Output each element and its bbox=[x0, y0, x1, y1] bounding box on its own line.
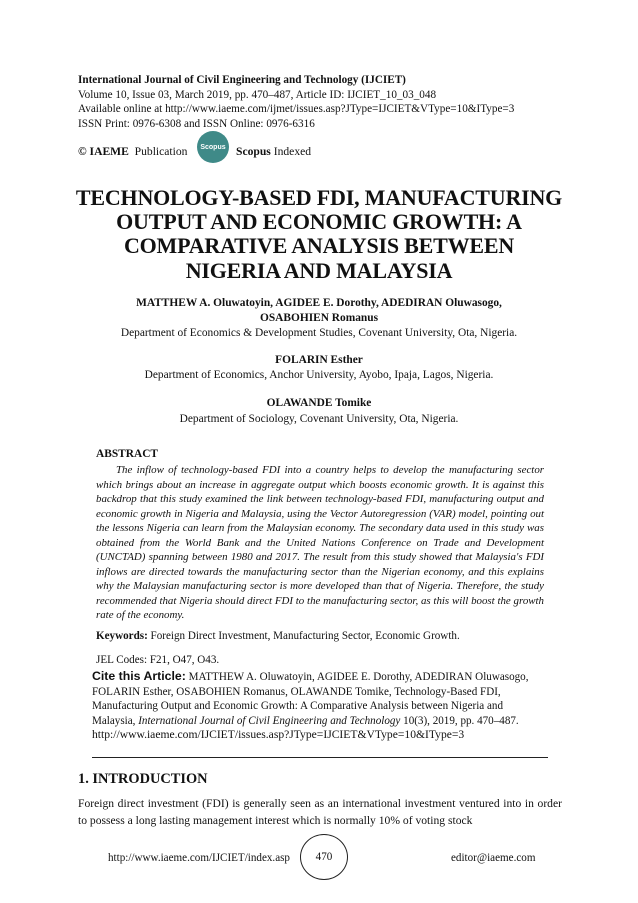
keywords-label: Keywords: bbox=[96, 630, 148, 642]
affiliation-2: Department of Economics, Anchor University, Ayobo, Ipaja, Lagos, Nigeria. bbox=[144, 369, 494, 381]
cite-label: Cite this Article: bbox=[92, 669, 186, 683]
footer-url-link[interactable]: http://www.iaeme.com/IJCIET/index.asp bbox=[108, 852, 290, 864]
jel-codes: JEL Codes: F21, O47, O43. bbox=[96, 654, 220, 666]
title-line: COMPARATIVE ANALYSIS BETWEEN bbox=[123, 233, 515, 259]
scopus-logo-icon: Scopus bbox=[197, 131, 229, 163]
citation-block bbox=[92, 669, 548, 743]
affiliation-3: Department of Sociology, Covenant University, Ota, Nigeria. bbox=[179, 413, 459, 425]
title-line: OUTPUT AND ECONOMIC GROWTH: A bbox=[116, 209, 522, 235]
intro-paragraph: Foreign direct investment (FDI) is generally seen as an international investment ventured into in order to possess a long lasting management interest which is normally 10% of voting stock bbox=[78, 797, 562, 827]
abstract-text: The inflow of technology-based FDI into a country helps to develop the manufacturing sector which brings about an increase in aggregate output which boosts economic growth. It is against this backdrop that this study examined the link between technology-based FDI, manufacturing output and economic growth in Nigeria and Malaysia, using the Vector Autoregression (VAR) model, pointing out the lessons Nigeria can learn from the Malaysian economy. The secondary data used in this study was obtained from the World Bank and the United Nations Conference on Trade and Development (UNCTAD) spanning between 1980 and 2017. The result from this study showed that Malaysia's FDI inflows are directed towards the manufacturing sector than the Nigerian economy, and this explains why the Malaysian manufacturing sector is more developed than that of Nigeria. Therefore, the study recommended that Nigeria should direct FDI to the manufacturing sector, as this will boost the growth rate of the economy. bbox=[96, 464, 544, 621]
cite-text: MATTHEW A. Oluwatoyin, AGIDEE E. Dorothy, ADEDIRAN Oluwasogo, FOLARIN Esther, OSABOHIEN Romanus, OLAWANDE Tomike, Technology-Based FDI, Manufacturing Output and Economic Growth: A Comparative Analysis between Nigeria and Malaysia, bbox=[92, 671, 529, 727]
keywords bbox=[96, 630, 544, 642]
title-line: NIGERIA AND MALAYSIA bbox=[185, 257, 453, 283]
paper-title bbox=[60, 186, 578, 283]
author-folarin: FOLARIN Esther bbox=[275, 354, 363, 366]
title-line: TECHNOLOGY-BASED FDI, MANUFACTURING bbox=[75, 185, 563, 210]
scopus-word: Scopus bbox=[236, 145, 271, 158]
cite-volume: 10(3), 2019, pp. 470–487. bbox=[403, 714, 519, 727]
publication-word: Publication bbox=[134, 145, 188, 158]
scopus-indexed bbox=[236, 145, 311, 158]
footer-email-link[interactable]: editor@iaeme.com bbox=[451, 852, 536, 864]
indexed-word: Indexed bbox=[273, 145, 312, 158]
page-number: 470 bbox=[300, 834, 348, 880]
affiliation-1: Department of Economics & Development Studies, Covenant University, Ota, Nigeria. bbox=[120, 327, 518, 339]
authors-line: OSABOHIEN Romanus bbox=[259, 312, 379, 324]
author-olawande: OLAWANDE Tomike bbox=[266, 397, 372, 409]
cite-url-link[interactable]: http://www.iaeme.com/IJCIET/issues.asp?JType=IJCIET&VType=10&IType=3 bbox=[92, 728, 465, 742]
iaeme-mark: © IAEME bbox=[78, 145, 129, 158]
cite-journal: International Journal of Civil Engineering and Technology bbox=[138, 714, 401, 727]
divider bbox=[92, 757, 548, 758]
abstract-heading: ABSTRACT bbox=[96, 448, 159, 460]
volume-line: Volume 10, Issue 03, March 2019, pp. 470–487, Article ID: IJCIET_10_03_048 bbox=[78, 88, 437, 101]
keywords-text: Foreign Direct Investment, Manufacturing Sector, Economic Growth. bbox=[150, 630, 460, 642]
issn-line: ISSN Print: 0976-6308 and ISSN Online: 0976-6316 bbox=[78, 117, 315, 130]
journal-header bbox=[78, 73, 514, 131]
authors-line: MATTHEW A. Oluwatoyin, AGIDEE E. Dorothy, ADEDIRAN Oluwasogo, bbox=[136, 297, 502, 309]
publisher-line bbox=[78, 145, 187, 158]
journal-name: International Journal of Civil Engineering and Technology (IJCIET) bbox=[78, 74, 406, 86]
availability-line[interactable]: Available online at http://www.iaeme.com/ijmet/issues.asp?JType=IJCIET&VType=10&IType=3 bbox=[78, 103, 515, 116]
section-heading: 1. INTRODUCTION bbox=[78, 771, 208, 787]
author-list bbox=[110, 296, 528, 326]
